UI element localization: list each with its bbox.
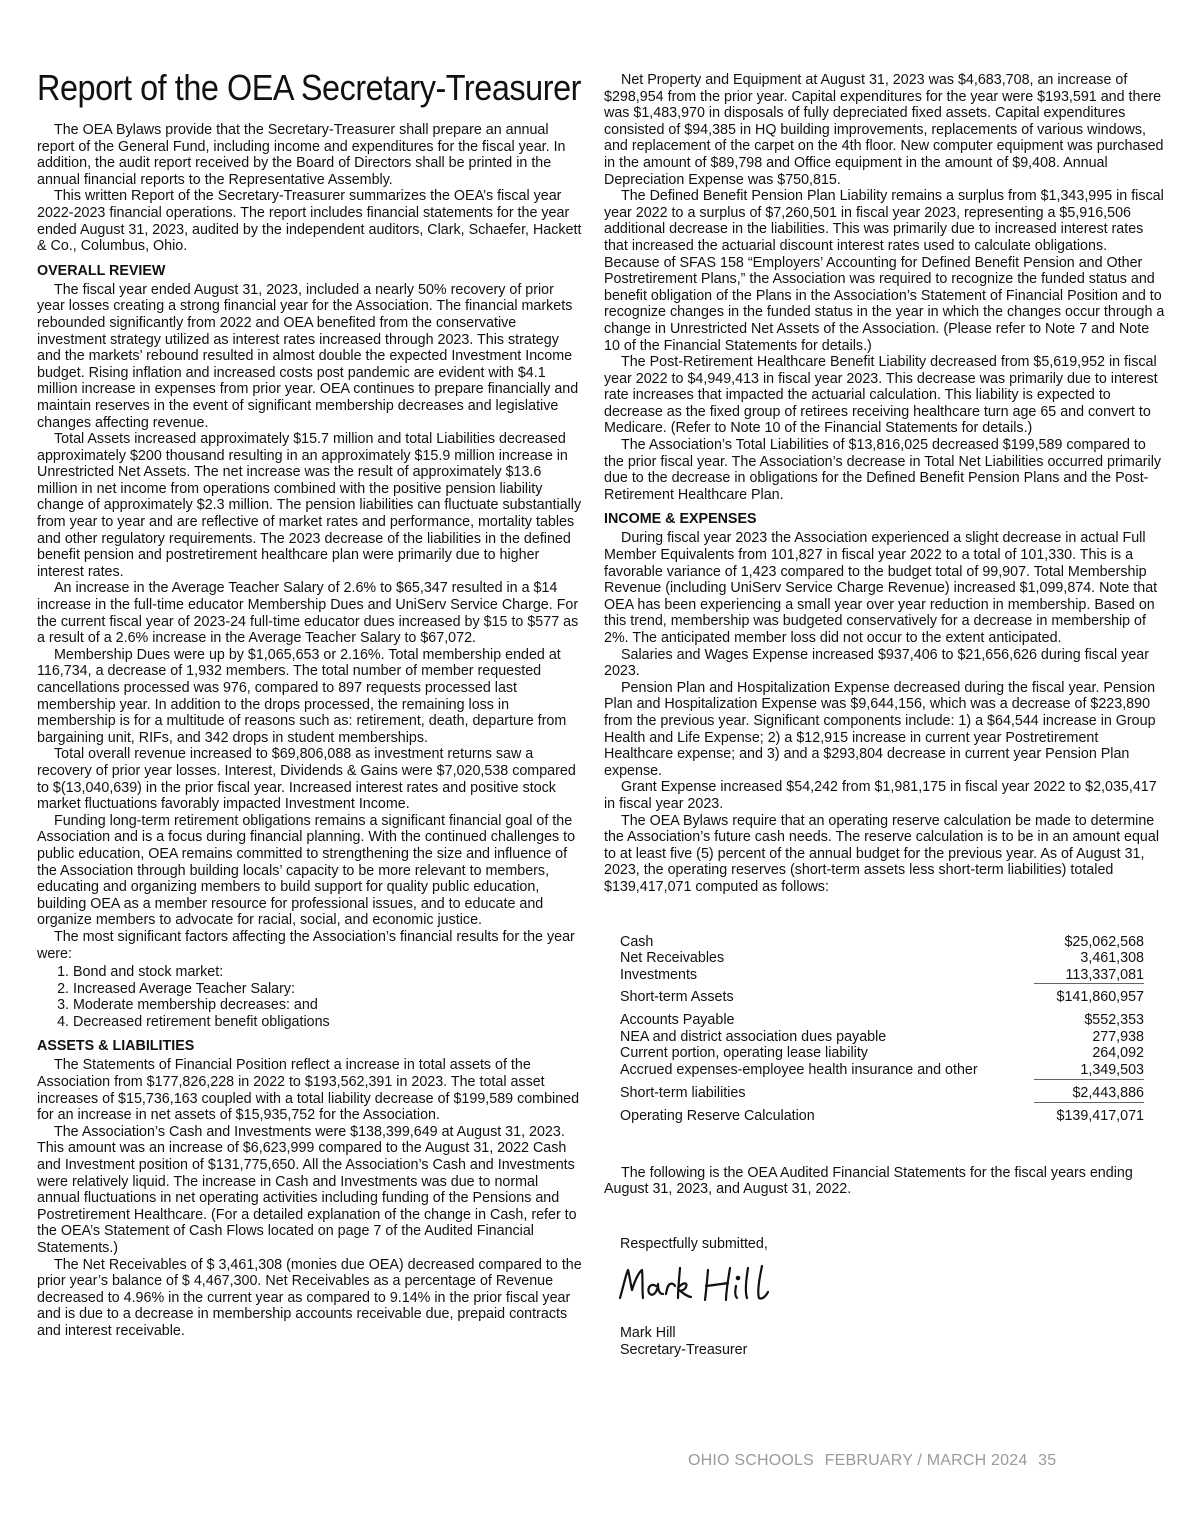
paragraph: The Association’s Total Liabilities of $13,816,025 decreased $199,589 compared to the prior fiscal year. The Association’s decrease in Total Net Liabilities occurred primarily due to the decrease in obligations for the Defined Benefit Pension Plans and the Post-Retirement Healthcare Plan. bbox=[604, 437, 1162, 503]
right-column bbox=[604, 72, 1166, 1358]
page-title: Report of the OEA Secretary-Treasurer bbox=[37, 67, 581, 108]
signer-title: Secretary-Treasurer bbox=[620, 1341, 748, 1358]
paragraph: Membership Dues were up by $1,065,653 or 2.16%. Total membership ended at 116,734, a decrease of 1,932 members. The total number of member requested cancellations processed was 976, compared to 897 requests processed last membership year. In addition to the drops processed, the remaining loss in membership is for a multitude of reasons such as: retirement, death, departure from bargaining unit, RIFs, and 342 drops in student memberships. bbox=[37, 646, 567, 746]
footer-issue: FEBRUARY / MARCH 2024 bbox=[824, 1452, 1028, 1469]
table-row-result bbox=[620, 1107, 1144, 1125]
paragraph: The Defined Benefit Pension Plan Liability remains a surplus from $1,343,995 in fiscal year 2022 to a surplus of $7,260,501 in fiscal year 2023, representing a $5,916,506 additional decrease in the liabilities. This was primarily due to increased interest rates that increased the actuarial discount interest rates used to calculate obligations. Because of SFAS 158 “Employers’ Accounting for Defined Benefit Pension and Other Postretirement Plans,” the Association was required to recognize the funded status and benefit obligation of the Plans in the Association’s Statement of Financial Position and to recognize changes in the funded status in the year in which the changes occur through a change in Unrestricted Net Assets of the Association. (Please refer to Note 7 and Note 10 of the Financial Statements for details.) bbox=[604, 188, 1165, 354]
paragraph: The fiscal year ended August 31, 2023, included a nearly 50% recovery of prior year losses creating a strong financial year for the Association. The financial markets rebounded significantly from 2022 and OEA benefited from the conservative investment strategy utilized as interest rates increased through 2023. This strategy and the markets’ rebound resulted in almost double the expected Investment Income budget. Rising inflation and increased costs post pandemic are evident with $4.1 million increase in expenses from prior year. OEA continues to prepare financially and maintain reserves in the event of significant membership decreases and legislative changes affecting revenue. bbox=[37, 281, 579, 431]
table-row bbox=[620, 950, 1144, 967]
table-row bbox=[620, 1045, 1144, 1062]
paragraph: Grant Expense increased $54,242 from $1,981,175 in fiscal year 2022 to $2,035,417 in fiscal year 2023. bbox=[604, 779, 1157, 812]
row-amount: $552,353 bbox=[1084, 1012, 1144, 1029]
row-label: Accounts Payable bbox=[620, 1012, 735, 1029]
row-label: Investments bbox=[620, 966, 698, 983]
table-row bbox=[620, 1029, 1144, 1046]
paragraph: Pension Plan and Hospitalization Expense decreased during the fiscal year. Pension Plan and Hospitalization Expense was $9,644,156, which was a decrease of $223,890 from the previous year. Significant components include: 1) a $64,544 increase in Group Health and Life Expense; 2) a $12,915 increase in current year Postretirement Healthcare expense; and 3) and a $293,804 decrease in current year Pension Plan expense. bbox=[604, 679, 1156, 779]
row-label: Accrued expenses-employee health insurance and other bbox=[620, 1062, 978, 1079]
row-label: Short-term liabilities bbox=[620, 1084, 746, 1101]
table-row bbox=[620, 967, 1144, 985]
list-item: 3. Moderate membership decreases: and bbox=[73, 997, 583, 1014]
paragraph: Total overall revenue increased to $69,806,088 as investment returns saw a recovery of prior year losses. Interest, Dividends & Gains were $7,020,538 compared to $(13,040,639) in the prior fiscal year. Increased interest rates and positive stock market fluctuations favorably impacted Investment Income. bbox=[37, 746, 576, 813]
signature bbox=[616, 1260, 1166, 1315]
row-label: NEA and district association dues payable bbox=[620, 1028, 887, 1045]
paragraph: Funding long-term retirement obligations remains a significant financial goal of the Association and is a focus during financial planning. With the continued challenges to public education, OEA remains committed to strengthening the size and influence of the Association through building locals’ capacity to be more relevant to members, educating and organizing members to build support for quality public education, building OEA as a member resource for professional issues, and to educate and organize members to advocate for racial, social, and economic justice. bbox=[37, 812, 576, 929]
row-amount: 3,461,308 bbox=[1080, 950, 1144, 967]
paragraph: The OEA Bylaws provide that the Secretary-Treasurer shall prepare an annual report of the General Fund, including income and expenditures for the fiscal year. In addition, the audit report received by the Board of Directors shall be printed in the annual financial reports to the Representative Assembly. bbox=[37, 122, 566, 188]
paragraph: The Association’s Cash and Investments were $138,399,649 at August 31, 2023. This amount was an increase of $6,623,999 compared to the August 31, 2022 Cash and Investment position of $131,775,650. All the Association’s Cash and Investments were relatively liquid. The increase in Cash and Investments was due to normal annual fluctuations in net operating activities including funding of the Pensions and Postretirement Healthcare. (For a detailed explanation of the change in Cash, refer to the OEA’s Statement of Cash Flows located on page 7 of the Audited Financial Statements.) bbox=[37, 1123, 577, 1256]
section-heading-income-expenses: INCOME & EXPENSES bbox=[604, 511, 757, 528]
row-amount: 277,938 bbox=[1092, 1028, 1144, 1045]
row-amount: $141,860,957 bbox=[1056, 989, 1144, 1006]
paragraph: This written Report of the Secretary-Treasurer summarizes the OEA’s fiscal year 2022-2023 financial operations. The report includes financial statements for the year ended August 31, 2023, audited by the independent auditors, Clark, Schaefer, Hackett & Co., Columbus, Ohio. bbox=[37, 188, 582, 255]
list-item: 4. Decreased retirement benefit obligations bbox=[73, 1014, 583, 1031]
paragraph: The Post-Retirement Healthcare Benefit Liability decreased from $5,619,952 in fiscal year 2022 to $4,949,413 in fiscal year 2023. This decrease was primarily due to interest rate increases that impacted the actuarial calculation. This liability is expected to decrease as the fixed group of retirees receiving healthcare turn age 65 and convert to Medicare. (Refer to Note 10 of the Financial Statements for details.) bbox=[604, 354, 1158, 437]
closing-paragraph: The following is the OEA Audited Financial Statements for the fiscal years ending August 31, 2023, and August 31, 2022. bbox=[604, 1164, 1133, 1198]
row-amount: 113,337,081 bbox=[1034, 967, 1144, 985]
row-amount: $2,443,886 bbox=[1034, 1084, 1144, 1103]
operating-reserve-table bbox=[620, 934, 1144, 1125]
list-item: 1. Bond and stock market: bbox=[73, 964, 583, 981]
paragraph: An increase in the Average Teacher Salary of 2.6% to $65,347 resulted in a $14 increase in the full-time educator Membership Dues and UniServ Service Charge. For the current fiscal year of 2023-24 full-time educator dues increased by $15 to $577 as a result of a 2.6% increase in the Average Teacher Salary to $67,072. bbox=[37, 580, 579, 647]
page-number: 35 bbox=[1038, 1452, 1057, 1469]
table-row bbox=[620, 1062, 1144, 1080]
signer-name: Mark Hill bbox=[620, 1325, 676, 1342]
left-column bbox=[37, 68, 583, 1340]
paragraph: The OEA Bylaws require that an operating reserve calculation be made to determine the Association’s future cash needs. The reserve calculation is to be in an amount equal to at least five (5) percent of the annual budget for the previous year. As of August 31, 2023, the operating reserves (short-term assets less short-term liabilities) totaled $139,417,071 computed as follows: bbox=[604, 812, 1160, 895]
footer-publication: OHIO SCHOOLS bbox=[688, 1452, 814, 1469]
page-footer bbox=[688, 1452, 1062, 1470]
table-row bbox=[620, 1012, 1144, 1029]
table-row bbox=[620, 934, 1144, 951]
paragraph: During fiscal year 2023 the Association experienced a slight decrease in actual Full Member Equivalents from 101,827 in fiscal year 2022 to a total of 101,330. This is a favorable variance of 1,423 compared to the budget total of 99,907. Total Membership Revenue (including UniServ Service Charge Revenue) increased $1,099,874. Note that OEA has been experiencing a small year over year reduction in membership. Based on this trend, membership was budgeted conservatively for a decrease in membership of 2%. The anticipated member loss did not occur to the extent anticipated. bbox=[604, 530, 1158, 646]
row-label: Operating Reserve Calculation bbox=[620, 1107, 815, 1124]
paragraph: The Statements of Financial Position reflect a increase in total assets of the Association from $177,826,228 in 2022 to $193,562,391 in 2023. The total asset increases of $15,736,163 coupled with a total liability decrease of $199,589 combined for an increase in net assets of $15,935,752 for the Association. bbox=[37, 1057, 580, 1124]
respectfully-submitted: Respectfully submitted, bbox=[620, 1235, 768, 1252]
row-label: Short-term Assets bbox=[620, 989, 734, 1006]
table-row-total bbox=[620, 988, 1144, 1006]
list-item: 2. Increased Average Teacher Salary: bbox=[73, 981, 583, 998]
section-heading-overall-review: OVERALL REVIEW bbox=[37, 262, 166, 279]
paragraph: The Net Receivables of $ 3,461,308 (monies due OEA) decreased compared to the prior year’s balance of $ 4,467,300. Net Receivables as a percentage of Revenue decreased to 4.96% in the current year as compared to 9.14% in the prior fiscal year and is due to a decrease in membership accounts receivable due, prepaid contracts and interest receivable. bbox=[37, 1256, 582, 1339]
factors-list bbox=[37, 964, 583, 1030]
table-row-total bbox=[620, 1084, 1144, 1103]
paragraph: The most significant factors affecting the Association’s financial results for the year were: bbox=[37, 928, 575, 962]
row-label: Net Receivables bbox=[620, 950, 725, 967]
row-amount: $25,062,568 bbox=[1064, 933, 1144, 950]
row-amount: 264,092 bbox=[1092, 1045, 1144, 1062]
row-label: Cash bbox=[620, 933, 654, 950]
section-heading-assets-liabilities: ASSETS & LIABILITIES bbox=[37, 1038, 195, 1055]
row-label: Current portion, operating lease liability bbox=[620, 1045, 868, 1062]
row-amount: 1,349,503 bbox=[1034, 1062, 1144, 1080]
paragraph: Total Assets increased approximately $15.7 million and total Liabilities decreased approximately $200 thousand resulting in an approximately $15.9 million increase in Unrestricted Net Assets. The net increase was the result of approximately $13.6 million in net income from operations combined with the positive pension liability change of approximately $2.3 million. The pension liabilities can fluctuate substantially from year to year and are reflective of market rates and performance, mortality tables and other regulatory requirements. The 2023 decrease of the liabilities in the defined benefit pension and postretirement healthcare plan were primarily due to higher interest rates. bbox=[37, 431, 582, 580]
paragraph: Net Property and Equipment at August 31, 2023 was $4,683,708, an increase of $298,954 from the prior year. Capital expenditures for the year were $193,591 and there was $1,483,970 in disposals of fully depreciated fixed assets. Capital expenditures consisted of $94,385 in HQ building improvements, replacements of various windows, and replacement of the carpet on the 4th floor. New computer equipment was purchased in the amount of $89,798 and Office equipment in the amount of $9,408. Annual Depreciation Expense was $750,815. bbox=[604, 72, 1164, 188]
row-amount: $139,417,071 bbox=[1056, 1107, 1144, 1124]
signature-image bbox=[616, 1260, 786, 1310]
paragraph: Salaries and Wages Expense increased $937,406 to $21,656,626 during fiscal year 2023. bbox=[604, 646, 1150, 680]
